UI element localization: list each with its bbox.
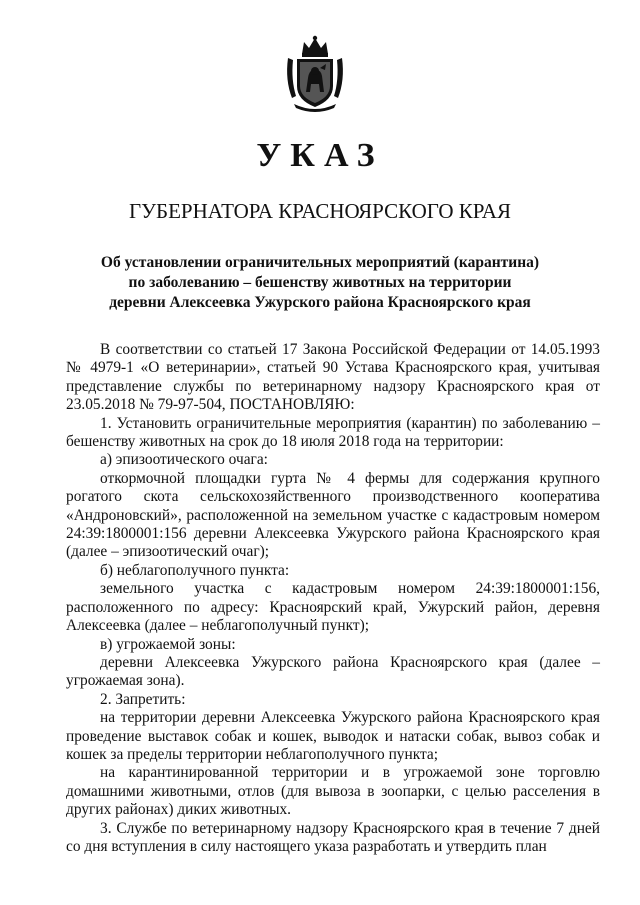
document-body <box>66 341 600 856</box>
paragraph-item-2: 2. Запретить: <box>100 690 186 708</box>
document-type-title: УКАЗ <box>256 137 384 174</box>
document-subject <box>40 253 600 313</box>
subject-line: деревни Алексеевка Ужурского района Красноярского края <box>109 294 531 311</box>
paragraph-text: на территории деревни Алексеевка Ужурского района Красноярского края проведение выставок собак и кошек, выводок и натаски собак, вывоз собак и кошек за пределы территории неблагополучного пункта; <box>66 709 600 763</box>
paragraph-subitem-c: в) угрожаемой зоны: <box>100 635 236 653</box>
paragraph-text: земельного участка с кадастровым номером 24:39:1800001:156, расположенного по адресу: Красноярский край, Ужурский район, деревня Алексеевка (далее – неблагополучный пункт); <box>66 580 600 635</box>
document-issuer: ГУБЕРНАТОРА КРАСНОЯРСКОГО КРАЯ <box>129 199 511 223</box>
paragraph-item-1: 1. Установить ограничительные мероприятия (карантин) по заболеванию – бешенству животных на срок до 18 июля 2018 года на территории: <box>66 414 600 451</box>
paragraph-item-3: 3. Службе по ветеринарному надзору Красноярского края в течение 7 дней со дня вступления в силу настоящего указа разработать и утвердить план <box>66 819 600 855</box>
paragraph-text: откормочной площадки гурта № 4 фермы для содержания крупного рогатого скота сельскохозяйственного производственного кооператива «Андроновский», расположенной на земельном участке с кадастровым номером 24:39:1800001:156 деревни Алексеевка Ужурского района Красноярского края (далее – эпизоотический очаг); <box>66 469 600 561</box>
paragraph-subitem-a: а) эпизоотического очага: <box>100 451 268 469</box>
paragraph-text: деревни Алексеевка Ужурского района Красноярского края (далее – угрожаемая зона). <box>66 653 600 690</box>
paragraph-preamble: В соответствии со статьей 17 Закона Российской Федерации от 14.05.1993 № 4979-1 «О ветеринарии», статьей 90 Устава Красноярского края, учитывая представление службы по ветеринарному надзору Красноярского края от 23.05.2018 № 79-97-504, ПОСТАНОВЛЯЮ: <box>66 341 600 414</box>
subject-line: по заболеванию – бешенству животных на территории <box>128 274 512 291</box>
paragraph-subitem-b: б) неблагополучного пункта: <box>100 561 290 579</box>
subject-line: Об установлении ограничительных мероприятий (карантина) <box>100 254 540 271</box>
paragraph-text: на карантинированной территории и в угрожаемой зоне торговлю домашними животными, отлов (для вывоза в зоопарки, с целью расселения в других районах) диких животных. <box>66 764 600 819</box>
krasnoyarsk-coat-of-arms-icon <box>282 34 348 112</box>
